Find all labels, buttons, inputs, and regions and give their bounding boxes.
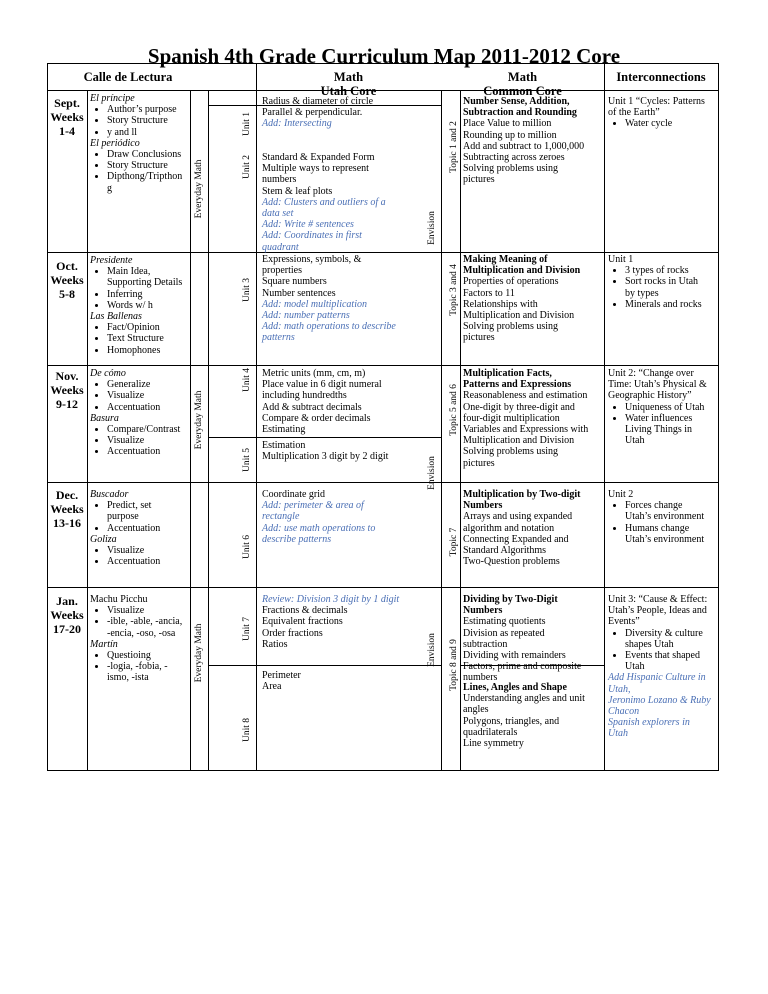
common-item: Solving problems using (463, 163, 559, 175)
common-item: Multiplication and Division (463, 310, 575, 322)
month-dec (47, 488, 87, 530)
month-jan (47, 594, 87, 636)
inter-unit: Utah’s People, Ideas and (608, 605, 707, 617)
label-topic-8-9: Topic 8 and 9 (449, 639, 459, 691)
utah-topic: Multiple ways to represent (262, 163, 369, 175)
label-unit-8: Unit 8 (242, 717, 252, 743)
common-item: Connecting Expanded and (463, 533, 569, 545)
common-item: Add and subtract to 1,000,000 (463, 140, 585, 152)
common-heading: Multiplication by Two-digit (463, 489, 581, 500)
common-item: algorithm and notation (463, 522, 555, 534)
inter-item (625, 523, 716, 545)
common-item: Division as repeated (463, 627, 545, 639)
common-topic-5-6 (463, 368, 603, 469)
common-item: Two-Question problems (463, 556, 560, 568)
utah-addition: Add: Clusters and outliers of a (262, 196, 386, 208)
month-weeks: Weeks (50, 273, 84, 287)
inter-addition: Jeronimo Lozano & Ruby (608, 694, 711, 706)
inter-item-text: Sort rocks in Utah (625, 276, 699, 288)
common-item: pictures (463, 457, 495, 469)
utah-topic: Standard & Expanded Form (262, 152, 375, 163)
month-range: 17-20 (53, 622, 81, 636)
common-heading: Lines, Angles and Shape (463, 682, 567, 693)
inter-item-text: Forces change (625, 500, 683, 512)
month-nov (47, 369, 87, 411)
month-weeks: Weeks (50, 608, 84, 622)
utah-unit-5 (262, 440, 440, 462)
common-item: Factors, prime and composite (463, 661, 582, 673)
label-topic-5-6: Topic 5 and 6 (449, 384, 459, 436)
inter-item-text: Water influences (625, 412, 693, 424)
utah-addition: Add: Write # sentences (262, 219, 354, 231)
reading-title: Machu Picchu (90, 594, 148, 605)
reading-title: El príncipe (90, 93, 135, 104)
common-item: subtraction (463, 638, 508, 650)
common-item: Relationships with (463, 298, 538, 310)
utah-topic: Parallel & perpendicular. (262, 107, 363, 119)
utah-unit-6 (262, 489, 440, 545)
reading-skill: • Author’s purpose (107, 104, 190, 115)
inter-item-text: Utah’s environment (625, 511, 705, 523)
utah-topic: numbers (262, 174, 297, 186)
label-envision-1: Envision (427, 211, 437, 245)
common-heading: Subtraction and Rounding (463, 107, 577, 119)
header-math-utah-line1: Math (333, 70, 364, 84)
common-topic-7 (463, 489, 603, 567)
inter-dec (608, 489, 716, 545)
inter-addition: Chacon (608, 706, 640, 718)
reading-title: De cómo (90, 368, 126, 379)
reading-skill: • Accentuation (107, 402, 190, 413)
label-unit-3: Unit 3 (242, 277, 252, 303)
month-range: 5-8 (59, 287, 75, 301)
reading-title: Las Ballenas (90, 311, 142, 323)
calle-jan (90, 594, 190, 684)
utah-topic: Compare & order decimals (262, 412, 371, 424)
utah-topic: Ratios (262, 638, 288, 650)
reading-skill: • Accentuation (107, 446, 190, 457)
header-math-utah (256, 70, 441, 98)
utah-addition: patterns (262, 332, 295, 344)
utah-addition: data set (262, 208, 294, 220)
inter-unit: Geographic History” (608, 390, 692, 402)
inter-unit: Time: Utah’s Physical & (608, 379, 707, 391)
common-item: Solving problems using (463, 321, 559, 333)
utah-addition: Add: model multiplication (262, 298, 367, 310)
utah-addition: quadrant (262, 241, 299, 253)
reading-skill (107, 500, 190, 522)
inter-addition: Utah (608, 728, 628, 740)
header-interconnections: Interconnections (616, 70, 706, 84)
inter-item-text: shapes Utah (625, 638, 674, 650)
month-oct (47, 259, 87, 301)
common-item: Subtracting across zeroes (463, 152, 565, 164)
label-unit-6: Unit 6 (242, 534, 252, 560)
utah-topic: Estimating (262, 424, 306, 436)
inter-addition: Utah, (608, 683, 631, 695)
inter-item-text: Utah’s environment (625, 533, 705, 545)
utah-addition: Add: Intersecting (262, 118, 332, 130)
month-name: Sept. (54, 96, 80, 110)
common-heading: Patterns and Expressions (463, 379, 572, 391)
inter-jan (608, 594, 716, 740)
inter-item-text: Events that shaped (625, 650, 700, 662)
inter-oct (608, 254, 716, 310)
common-item: Place Value to million (463, 118, 552, 130)
common-topic-3-4 (463, 254, 603, 344)
reading-skill-text: -encia, -oso, -osa (107, 627, 176, 639)
reading-skill: • Words w/ h (107, 300, 195, 311)
common-item: pictures (463, 174, 495, 186)
month-weeks: Weeks (50, 383, 84, 397)
utah-addition: Add: math operations to describe (262, 321, 396, 333)
label-topic-3-4: Topic 3 and 4 (449, 264, 459, 316)
inter-unit: Unit 1 (608, 254, 634, 265)
utah-topic: Metric units (mm, cm, m) (262, 368, 366, 379)
reading-skill: • Compare/Contrast (107, 424, 190, 435)
header-math-common (441, 70, 604, 98)
inter-unit: of the Earth” (608, 107, 660, 119)
common-lines-angles (463, 682, 603, 749)
utah-topic: Equivalent fractions (262, 616, 343, 628)
common-item: Variables and Expressions with (463, 424, 589, 436)
common-item: Dividing with remainders (463, 650, 566, 662)
common-heading: Multiplication and Division (463, 265, 581, 277)
common-item: Properties of operations (463, 276, 559, 288)
page-title: Spanish 4th Grade Curriculum Map 2011-2012 Core (147, 44, 621, 68)
header-math-utah-line2: Utah Core (320, 84, 377, 98)
label-topic-7: Topic 7 (449, 527, 459, 557)
utah-unit-1 (262, 96, 440, 130)
label-everyday-math-2: Everyday Math (194, 390, 204, 450)
utah-topic: properties (262, 265, 302, 277)
inter-item: • 3 types of rocks (625, 265, 716, 276)
common-item: Understanding angles and unit (463, 693, 585, 705)
utah-addition: describe patterns (262, 533, 332, 545)
utah-addition: Add: use math operations to (262, 522, 376, 534)
header-math-common-line1: Math (507, 70, 538, 84)
label-envision-3: Envision (427, 633, 437, 667)
reading-skill: • Generalize (107, 379, 190, 390)
inter-item: • Uniqueness of Utah (625, 402, 716, 413)
inter-item (625, 500, 716, 522)
reading-title: Basura (90, 412, 119, 424)
header-calle: Calle de Lectura (83, 70, 173, 84)
month-name: Dec. (55, 488, 79, 502)
inter-item-text: Diversity & culture (625, 627, 703, 639)
utah-unit-7 (262, 594, 440, 650)
calle-nov (90, 368, 190, 458)
common-topic-8-9 (463, 594, 603, 684)
reading-title: Presidente (90, 255, 133, 266)
common-item: Reasonableness and estimation (463, 390, 588, 402)
utah-topic: Expressions, symbols, & (262, 254, 362, 265)
label-unit-1: Unit 1 (242, 111, 252, 137)
reading-skill: • Fact/Opinion (107, 322, 195, 333)
inter-unit: Unit 3: “Cause & Effect: (608, 594, 708, 605)
reading-title: El periódico (90, 137, 140, 149)
reading-title: Buscador (90, 489, 129, 500)
calle-sept (90, 93, 190, 194)
reading-skill: • y and ll (107, 127, 190, 138)
common-heading: Multiplication Facts, (463, 368, 552, 379)
reading-skill: • Accentuation (107, 523, 190, 534)
common-heading: Numbers (463, 605, 503, 617)
common-item: Multiplication and Division (463, 435, 575, 447)
header-math-common-line2: Common Core (483, 84, 562, 98)
reading-skill-text: -ible, -able, -ancia, (107, 616, 183, 628)
reading-skill-text: -logia, -fobia, - (107, 661, 168, 673)
common-item: One-digit by three-digit and (463, 401, 575, 413)
month-range: 9-12 (56, 397, 78, 411)
label-everyday-math-3: Everyday Math (194, 623, 204, 683)
inter-item (625, 276, 716, 298)
utah-unit-2 (262, 152, 440, 253)
label-everyday-math-1: Everyday Math (194, 159, 204, 219)
inter-addition: Spanish explorers in (608, 717, 690, 729)
inter-item (625, 650, 716, 672)
inter-item-text: Living Things in (625, 424, 693, 436)
utah-topic: Number sentences (262, 287, 336, 299)
inter-unit: Unit 1 “Cycles: Patterns (608, 96, 705, 107)
common-heading: Number Sense, Addition, (463, 96, 570, 107)
inter-sept (608, 96, 716, 130)
label-unit-5: Unit 5 (242, 447, 252, 473)
common-item: Polygons, triangles, and (463, 715, 560, 727)
utah-topic: Area (262, 681, 282, 693)
calle-dec (90, 489, 190, 567)
common-item: Rounding up to million (463, 129, 557, 141)
reading-skill: • Story Structure (107, 160, 190, 171)
utah-topic: Estimation (262, 440, 306, 451)
utah-topic: Fractions & decimals (262, 605, 348, 617)
reading-skill: • Homophones (107, 345, 195, 356)
common-item: pictures (463, 332, 495, 344)
utah-addition: rectangle (262, 511, 300, 523)
month-name: Nov. (55, 369, 79, 383)
inter-item-text: Utah (625, 435, 645, 447)
reading-skill: • Visualize (107, 605, 190, 616)
common-item: Standard Algorithms (463, 545, 547, 557)
label-unit-4: Unit 4 (242, 367, 252, 393)
reading-skill: • Visualize (107, 435, 190, 446)
inter-nov (608, 368, 716, 446)
common-item: quadrilaterals (463, 726, 518, 738)
inter-addition: Add Hispanic Culture in (608, 672, 706, 684)
utah-topic: Order fractions (262, 627, 323, 639)
reading-skill: • Inferring (107, 289, 195, 300)
common-item: numbers (463, 672, 498, 684)
month-name: Oct. (56, 259, 78, 273)
inter-item (625, 413, 716, 447)
label-topic-1-2: Topic 1 and 2 (449, 121, 459, 173)
utah-topic: Perimeter (262, 670, 301, 681)
common-item: Line symmetry (463, 738, 524, 750)
common-item: Estimating quotients (463, 616, 546, 628)
reading-skill-text: Supporting Details (107, 277, 183, 289)
reading-skill: • Visualize (107, 545, 190, 556)
common-topic-1-2 (463, 96, 603, 186)
inter-unit: Events” (608, 616, 640, 628)
common-item: Solving problems using (463, 446, 559, 458)
label-unit-2: Unit 2 (242, 154, 252, 180)
reading-skill: • Visualize (107, 390, 190, 401)
reading-skill: • Questioing (107, 650, 190, 661)
reading-skill: • Text Structure (107, 333, 195, 344)
reading-skill: • Story Structure (107, 115, 190, 126)
utah-topic: Place value in 6 digit numeral (262, 379, 382, 391)
inter-item: • Minerals and rocks (625, 299, 716, 310)
inter-unit: Unit 2: “Change over (608, 368, 694, 379)
reading-skill-text: purpose (107, 511, 139, 523)
utah-addition: Review: Division 3 digit by 1 digit (262, 594, 400, 605)
reading-skill-text: ismo, -ista (107, 672, 149, 684)
utah-unit-3 (262, 254, 440, 344)
utah-topic: Coordinate grid (262, 489, 326, 500)
utah-topic: Square numbers (262, 276, 327, 288)
utah-addition: Add: perimeter & area of (262, 500, 364, 512)
inter-item-text: by types (625, 287, 659, 299)
inter-unit: Unit 2 (608, 489, 634, 500)
reading-title: Goliza (90, 533, 117, 545)
reading-skill (107, 661, 190, 683)
month-weeks: Weeks (50, 110, 84, 124)
inter-item-text: Utah (625, 661, 645, 673)
reading-skill (107, 616, 190, 638)
reading-skill (107, 171, 190, 193)
calle-oct (90, 255, 195, 356)
month-range: 1-4 (59, 124, 75, 138)
month-sept (47, 96, 87, 138)
utah-addition: Add: number patterns (262, 310, 350, 322)
common-heading: Making Meaning of (463, 254, 548, 265)
reading-skill-text: g (107, 182, 112, 194)
common-item: angles (463, 704, 489, 716)
reading-skill: • Accentuation (107, 556, 190, 567)
label-unit-7: Unit 7 (242, 616, 252, 642)
month-range: 13-16 (53, 516, 81, 530)
utah-addition: Add: Coordinates in first (262, 230, 362, 242)
inter-item (625, 628, 716, 650)
label-envision-2: Envision (427, 456, 437, 490)
utah-topic: Multiplication 3 digit by 2 digit (262, 451, 389, 463)
utah-unit-8 (262, 670, 440, 692)
month-weeks: Weeks (50, 502, 84, 516)
common-item: Factors to 11 (463, 287, 515, 299)
utah-topic: Stem & leaf plots (262, 185, 333, 197)
inter-item: • Water cycle (625, 118, 716, 129)
reading-skill: • Draw Conclusions (107, 149, 190, 160)
month-name: Jan. (56, 594, 78, 608)
utah-topic: Add & subtract decimals (262, 401, 362, 413)
reading-title: Martín (90, 638, 118, 650)
common-heading: Dividing by Two-Digit (463, 594, 558, 605)
reading-skill-text: Dipthong/Tripthon (107, 171, 183, 183)
inter-item-text: Humans change (625, 522, 690, 534)
common-item: four-digit multiplication (463, 412, 560, 424)
common-item: Arrays and using expanded (463, 511, 573, 523)
utah-topic: Radius & diameter of circle (262, 96, 374, 107)
common-heading: Numbers (463, 500, 503, 512)
reading-skill (107, 266, 195, 288)
reading-skill-text: Predict, set (107, 500, 152, 512)
utah-topic: including hundredths (262, 390, 347, 402)
reading-skill-text: Main Idea, (107, 266, 151, 278)
utah-unit-4 (262, 368, 440, 435)
